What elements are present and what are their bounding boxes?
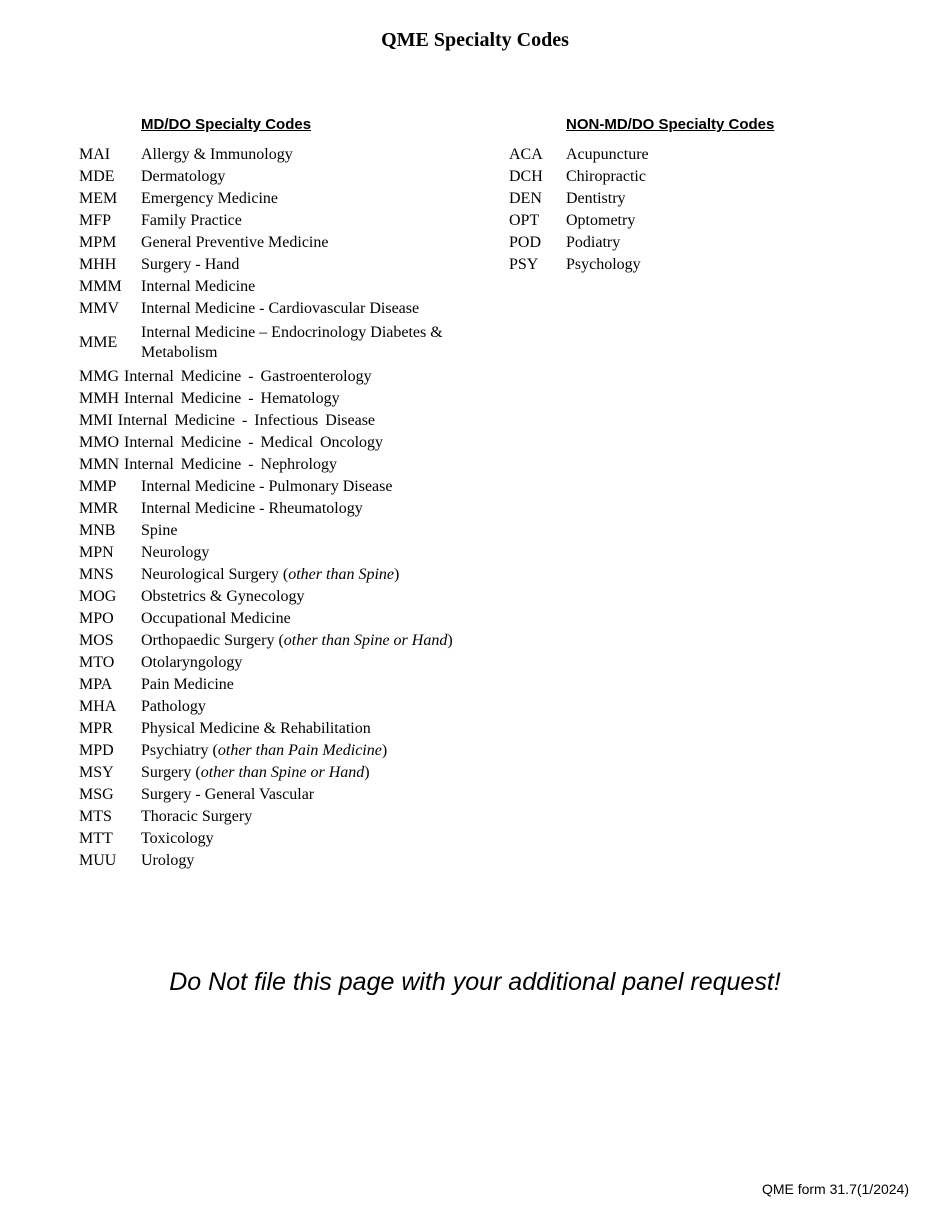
specialty-name: Psychiatry — [141, 742, 209, 759]
specialty-code: OPT — [509, 212, 540, 229]
specialty-code: MNS — [79, 566, 114, 583]
specialty-code: MPM — [79, 234, 117, 251]
specialty-name: Psychology — [566, 256, 641, 273]
specialty-name: Surgery - Hand — [141, 256, 240, 273]
md-do-item-row — [79, 542, 499, 564]
specialty-name: Internal Medicine - Cardiovascular Disease — [141, 300, 420, 317]
specialty-code: MOS — [79, 632, 114, 649]
specialty-label — [141, 697, 499, 717]
specialty-name: General Preventive Medicine — [141, 234, 329, 251]
specialty-code: MPN — [79, 544, 114, 561]
md-do-item-row — [79, 806, 499, 828]
non-md-do-item-row — [509, 166, 769, 188]
specialty-label — [141, 255, 499, 275]
specialty-code: ACA — [509, 146, 543, 163]
specialty-code: DEN — [509, 190, 542, 207]
non-md-do-item-row — [509, 232, 769, 254]
md-do-item-row — [79, 586, 499, 608]
specialty-code: MPD — [79, 742, 114, 759]
non-md-do-code-list — [509, 144, 769, 276]
specialty-label — [124, 455, 499, 475]
specialty-label — [141, 167, 499, 187]
specialty-name: Internal Medicine - Infectious Disease — [117, 412, 376, 429]
md-do-item-row — [79, 520, 499, 542]
specialty-code: POD — [509, 234, 542, 251]
specialty-label — [141, 807, 499, 827]
specialty-code: MMN — [79, 456, 120, 473]
specialty-label — [141, 277, 499, 297]
md-do-item-row — [79, 144, 499, 166]
specialty-name: Emergency Medicine — [141, 190, 278, 207]
specialty-code: PSY — [509, 256, 539, 273]
specialty-label — [141, 851, 499, 871]
specialty-code: MMV — [79, 300, 120, 317]
specialty-name: Toxicology — [141, 830, 214, 847]
specialty-code: MMG — [79, 368, 120, 385]
specialty-code: DCH — [509, 168, 543, 185]
specialty-name: Orthopaedic Surgery — [141, 632, 275, 649]
specialty-name: Pain Medicine — [141, 676, 234, 693]
form-footer: QME form 31.7(1/2024) — [761, 1181, 909, 1197]
specialty-code: MFP — [79, 212, 112, 229]
specialty-name: Internal Medicine - Hematology — [124, 390, 340, 407]
specialty-code: MOG — [79, 588, 117, 605]
specialty-code: MEM — [79, 190, 118, 207]
specialty-label — [118, 411, 499, 431]
specialty-code: MTT — [79, 830, 113, 847]
specialty-code: MHH — [79, 256, 117, 273]
specialty-name: Dentistry — [566, 190, 626, 207]
non-md-do-heading: NON-MD/DO Specialty Codes — [566, 116, 775, 133]
specialty-label — [141, 323, 499, 363]
specialty-label — [141, 211, 499, 231]
md-do-item-row — [79, 298, 499, 320]
specialty-name: Chiropractic — [566, 168, 646, 185]
specialty-code: MUU — [79, 852, 117, 869]
non-md-do-item-row — [509, 210, 769, 232]
specialty-label — [141, 587, 499, 607]
specialty-label — [141, 521, 499, 541]
md-do-item-row — [79, 850, 499, 872]
md-do-item-row — [79, 320, 499, 366]
specialty-name: Acupuncture — [566, 146, 649, 163]
specialty-code: MHA — [79, 698, 117, 715]
specialty-label — [566, 167, 769, 187]
specialty-label — [566, 189, 769, 209]
specialty-label — [141, 675, 499, 695]
md-do-item-row — [79, 696, 499, 718]
specialty-name: Family Practice — [141, 212, 242, 229]
specialty-name: Internal Medicine - Nephrology — [124, 456, 337, 473]
specialty-name: Neurological Surgery — [141, 566, 279, 583]
filing-notice: Do Not file this page with your additional panel request! — [169, 968, 781, 996]
md-do-item-row — [79, 784, 499, 806]
specialty-label — [141, 499, 499, 519]
specialty-name: Optometry — [566, 212, 636, 229]
non-md-do-item-row — [509, 144, 769, 166]
specialty-code: MMR — [79, 500, 119, 517]
specialty-name: Physical Medicine & Rehabilitation — [141, 720, 371, 737]
specialty-code: MTS — [79, 808, 112, 825]
specialty-name: Surgery — [141, 764, 192, 781]
specialty-label — [566, 211, 769, 231]
specialty-label: Neurological Surgery (other than Spine) — [141, 566, 400, 583]
md-do-item-row — [79, 366, 499, 388]
specialty-code: MAI — [79, 146, 111, 163]
specialty-code: MME — [79, 334, 118, 351]
non-md-do-item-row — [509, 254, 769, 276]
specialty-name: Thoracic Surgery — [141, 808, 253, 825]
specialty-name: Urology — [141, 852, 195, 869]
md-do-item-row — [79, 432, 499, 454]
specialty-label — [141, 829, 499, 849]
specialty-label — [566, 255, 769, 275]
specialty-code: MPA — [79, 676, 113, 693]
specialty-label — [566, 233, 769, 253]
specialty-label — [141, 233, 499, 253]
specialty-code: MPO — [79, 610, 114, 627]
specialty-code: MMI — [79, 412, 113, 429]
md-do-item-row — [79, 498, 499, 520]
specialty-label — [141, 543, 499, 563]
specialty-label — [141, 189, 499, 209]
page-title: QME Specialty Codes — [381, 29, 569, 51]
md-do-item-row — [79, 454, 499, 476]
specialty-label — [141, 299, 499, 319]
specialty-name: Pathology — [141, 698, 206, 715]
md-do-item-row — [79, 476, 499, 498]
specialty-label: Surgery (other than Spine or Hand) — [141, 764, 370, 781]
md-do-item-row — [79, 828, 499, 850]
md-do-item-row — [79, 608, 499, 630]
specialty-code: MSG — [79, 786, 114, 803]
specialty-label — [141, 145, 499, 165]
md-do-item-row — [79, 232, 499, 254]
specialty-code: MMH — [79, 390, 120, 407]
specialty-name: Occupational Medicine — [141, 610, 291, 627]
specialty-code: MMP — [79, 478, 117, 495]
specialty-code: MNB — [79, 522, 116, 539]
specialty-name: Internal Medicine – Endocrinology Diabetes & Metabolism — [141, 324, 443, 361]
specialty-name: Internal Medicine - Pulmonary Disease — [141, 478, 393, 495]
specialty-label — [141, 719, 499, 739]
specialty-name: Internal Medicine - Medical Oncology — [124, 434, 384, 451]
specialty-note: other than Spine — [288, 566, 394, 583]
specialty-label — [124, 367, 499, 387]
specialty-name: Dermatology — [141, 168, 226, 185]
specialty-note: other than Spine or Hand — [283, 632, 448, 649]
md-do-item-row — [79, 276, 499, 298]
specialty-code: MSY — [79, 764, 114, 781]
specialty-note: other than Spine or Hand — [200, 764, 365, 781]
md-do-item-row — [79, 718, 499, 740]
md-do-item-row — [79, 188, 499, 210]
md-do-code-list — [79, 144, 499, 872]
specialty-label — [141, 785, 499, 805]
specialty-name: Neurology — [141, 544, 210, 561]
md-do-item-row — [79, 410, 499, 432]
non-md-do-item-row — [509, 188, 769, 210]
specialty-note: other than Pain Medicine — [217, 742, 382, 759]
specialty-code: MMO — [79, 434, 120, 451]
specialty-name: Internal Medicine - Rheumatology — [141, 500, 363, 517]
md-do-item-row — [79, 630, 499, 652]
specialty-name: Internal Medicine - Gastroenterology — [124, 368, 372, 385]
specialty-label — [566, 145, 769, 165]
specialty-code: MMM — [79, 278, 122, 295]
md-do-item-row — [79, 652, 499, 674]
md-do-item-row — [79, 740, 499, 762]
specialty-code: MTO — [79, 654, 115, 671]
specialty-code: MDE — [79, 168, 115, 185]
specialty-name: Surgery - General Vascular — [141, 786, 315, 803]
specialty-code: MPR — [79, 720, 113, 737]
md-do-item-row — [79, 762, 499, 784]
specialty-name: Podiatry — [566, 234, 621, 251]
specialty-label: Psychiatry (other than Pain Medicine) — [141, 742, 388, 759]
specialty-label — [141, 609, 499, 629]
specialty-name: Spine — [141, 522, 178, 539]
specialty-label — [124, 389, 499, 409]
specialty-name: Allergy & Immunology — [141, 146, 293, 163]
specialty-label — [141, 477, 499, 497]
specialty-name: Otolaryngology — [141, 654, 243, 671]
md-do-item-row — [79, 564, 499, 586]
md-do-item-row — [79, 210, 499, 232]
specialty-label — [141, 653, 499, 673]
md-do-item-row — [79, 388, 499, 410]
md-do-item-row — [79, 674, 499, 696]
md-do-item-row — [79, 166, 499, 188]
specialty-name: Internal Medicine — [141, 278, 256, 295]
md-do-heading: MD/DO Specialty Codes — [141, 116, 312, 133]
specialty-name: Obstetrics & Gynecology — [141, 588, 305, 605]
md-do-item-row — [79, 254, 499, 276]
specialty-label: Orthopaedic Surgery (other than Spine or Hand) — [141, 632, 453, 649]
specialty-label — [124, 433, 499, 453]
